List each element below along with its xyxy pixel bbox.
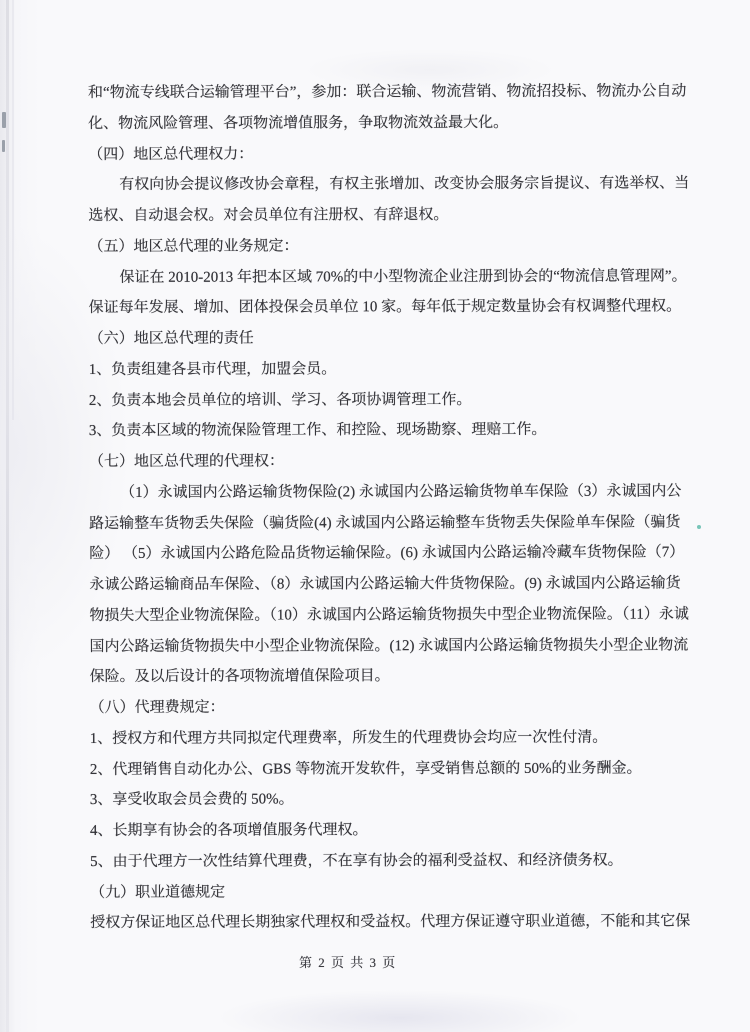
document-line: （七）地区总代理的代理权： <box>88 453 285 470</box>
document-line: （六）地区总代理的责任 <box>88 330 254 347</box>
document-line: 授权方保证地区总代理长期独家代理权和受益权。代理方保证遵守职业道德，不能和其它保 <box>90 913 691 932</box>
page-number-text: 第 2 页 共 3 页 <box>299 955 397 970</box>
left-edge-crease <box>6 0 9 1032</box>
document-line: 有权向协会提议修改协会章程，有权主张增加、改变协会服务宗旨提议、有选举权、当 <box>119 175 690 194</box>
document-line: 3、享受收取会员会费的 50%。 <box>89 791 294 809</box>
document-line: （八）代理费规定： <box>89 699 225 716</box>
document-line: （九）职业道德规定 <box>90 884 226 901</box>
document-line: 1、授权方和代理方共同拟定代理费率，所发生的代理费协会均应一次性付清。 <box>89 729 608 747</box>
document-line: 化、物流风险管理、各项物流增值服务，争取物流效益最大化。 <box>88 114 509 132</box>
document-line: 保险。及以后设计的各项物流增值保险项目。 <box>89 668 390 686</box>
document-line: 4、长期享有协会的各项增值服务代理权。 <box>89 822 368 839</box>
document-line: 5、由于代理方一次性结算代理费，不在享有协会的福利受益权、和经济债务权。 <box>90 852 623 870</box>
document-line: 保证每年发展、增加、团体投保会员单位 10 家。每年低于规定数量协会有权调整代理权。 <box>88 298 682 317</box>
left-edge-crease-secondary <box>12 0 14 420</box>
document-line: 1、负责组建各县市代理，加盟会员。 <box>88 361 337 378</box>
document-body <box>88 76 708 939</box>
document-line: 国内公路运输货物损失中小型企业物流保险。(12) 永诚国内公路运输货物损失小型企业物流 <box>89 636 689 655</box>
document-line: （四）地区总代理权力： <box>88 146 254 163</box>
document-line: （1）永诚国内公路运输货物保险(2) 永诚国内公路运输货物单车保险（3）永诚国内公 <box>120 483 682 501</box>
scan-edge-mark <box>2 112 6 128</box>
document-line: （五）地区总代理的业务规定： <box>88 238 299 255</box>
document-line: 物损失大型企业物流保险。（10）永诚国内公路运输货物损失中型企业物流保险。（11）永诚 <box>89 606 689 624</box>
document-line: 险） （5）永诚国内公路危险品货物运输保险。(6) 永诚国内公路运输冷藏车货物保险（7） <box>89 544 685 563</box>
document-line: 2、代理销售自动化办公、GBS 等物流开发软件，享受销售总额的 50%的业务酬金。 <box>89 760 642 778</box>
document-line: 路运输整车货物丢失保险（骗货险(4) 永诚国内公路运输整车货物丢失保险单车保险（骗货 <box>89 513 681 532</box>
document-line: 和“物流专线联合运输管理平台”，参加：联合运输、物流营销、物流招投标、物流办公自动 <box>88 83 687 101</box>
document-line: 选权、自动退会权。对会员单位有注册权、有辞退权。 <box>88 207 449 224</box>
scan-edge-mark <box>2 140 5 152</box>
document-line: 2、负责本地会员单位的培训、学习、各项协调管理工作。 <box>88 391 472 409</box>
document-line: 永诚公路运输商品车保险、（8）永诚国内公路运输大件货物保险。(9) 永诚国内公路运输货 <box>89 575 681 593</box>
document-line: 保证在 2010-2013 年把本区域 70%的中小型物流企业注册到协会的“物流信息管理网”。 <box>119 267 687 286</box>
document-line: 3、负责本区域的物流保险管理工作、和控险、现场勘察、理赔工作。 <box>88 422 547 440</box>
page-number-footer <box>299 948 397 978</box>
